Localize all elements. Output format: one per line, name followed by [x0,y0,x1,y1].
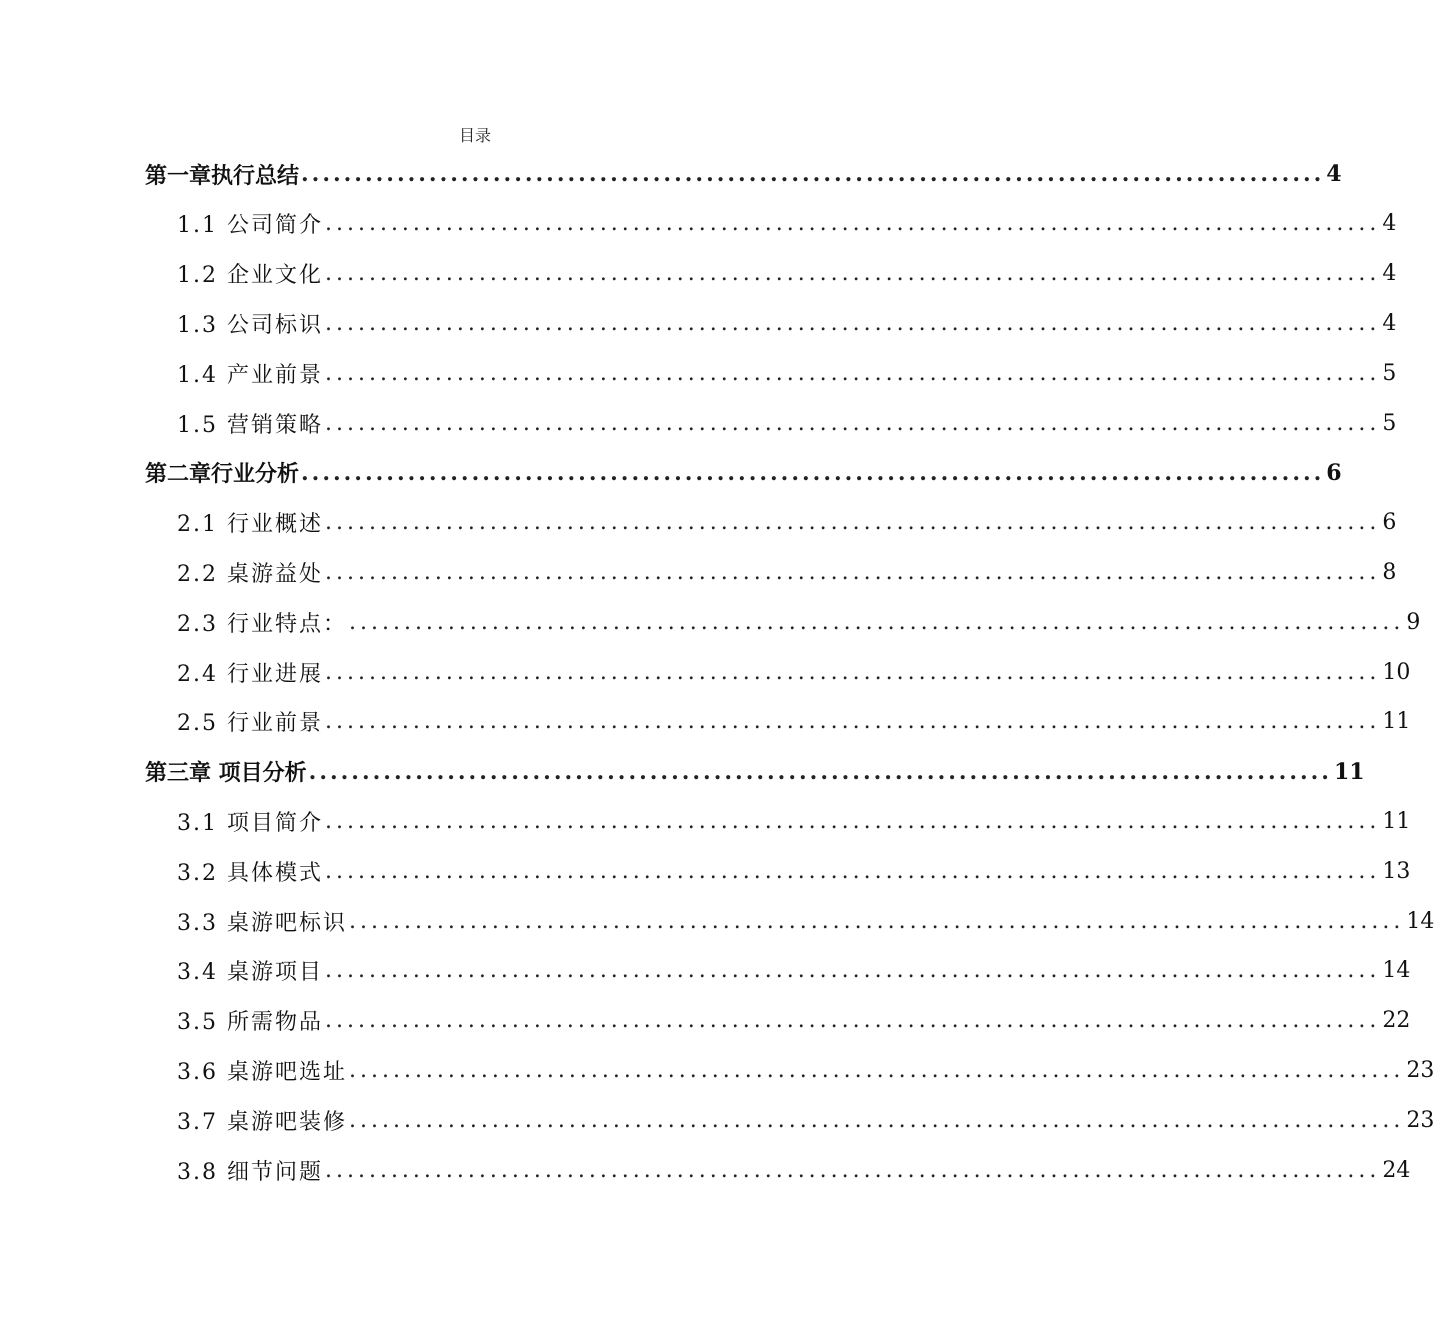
toc-section-entry[interactable] [177,1145,1411,1195]
toc-dot-leader: ................................................................................................ [324,410,1381,436]
toc-page-number: 4 [1382,211,1397,237]
toc-page-number: 6 [1382,510,1397,536]
toc-dot-leader: ................................................................................................ [324,1157,1381,1183]
toc-entry-label: 第二章行业分析 [145,461,300,488]
toc-entry-label: 3.8 细节问题 [177,1159,323,1185]
toc-dot-leader: ................................................................................................ [324,958,1381,984]
toc-entry-label: 第三章 项目分析 [145,760,307,787]
toc-chapter-entry[interactable] [145,149,1342,199]
toc-section-entry[interactable] [177,896,1434,946]
toc-section-entry[interactable] [177,298,1397,348]
toc-page-number: 13 [1382,858,1411,884]
toc-section-entry[interactable] [177,498,1397,548]
toc-section-entry[interactable] [177,547,1397,597]
toc-dot-leader: ................................................................................................ [324,559,1381,585]
toc-entry-label: 1.4 产业前景 [177,362,323,388]
toc-page-number: 23 [1406,1107,1434,1133]
toc-entry-label: 3.7 桌游吧装修 [177,1109,347,1135]
toc-dot-leader: ................................................................................................ [324,659,1381,685]
toc-entry-label: 2.3 行业特点： [177,611,347,637]
toc-chapter-entry[interactable] [145,747,1365,797]
toc-dot-leader: ................................................................................................ [308,758,1332,785]
toc-entry-label: 3.5 所需物品 [177,1010,323,1036]
toc-entry-label: 3.1 项目简介 [177,810,323,836]
toc-page-number: 14 [1382,958,1411,984]
toc-page-number: 22 [1382,1008,1411,1034]
toc-chapter-entry[interactable] [145,448,1342,498]
toc-section-entry[interactable] [177,398,1397,448]
toc-page-number: 23 [1406,1057,1434,1083]
toc-page-number: 8 [1382,559,1397,585]
toc-dot-leader: ................................................................................................ [324,510,1381,536]
toc-dot-leader: ................................................................................................ [348,1057,1405,1083]
toc-section-entry[interactable] [177,597,1421,647]
toc-dot-leader: ................................................................................................ [301,459,1325,486]
toc-entry-label: 3.2 具体模式 [177,860,323,886]
toc-page-number: 14 [1406,908,1434,934]
toc-page-number: 9 [1406,609,1421,635]
toc-page-number: 11 [1382,808,1411,834]
toc-entry-label: 1.1 公司简介 [177,213,323,239]
toc-page-number: 11 [1333,758,1365,785]
toc-page-number: 24 [1382,1157,1411,1183]
toc-entry-label: 3.3 桌游吧标识 [177,910,347,936]
toc-entry-label: 1.5 营销策略 [177,412,323,438]
toc-page-number: 11 [1382,709,1411,735]
toc-entry-label: 3.4 桌游项目 [177,960,323,986]
toc-entry-label: 2.1 行业概述 [177,512,323,538]
toc-dot-leader: ................................................................................................ [324,808,1381,834]
toc-dot-leader: ................................................................................................ [324,310,1381,336]
toc-section-entry[interactable] [177,1095,1434,1145]
toc-section-entry[interactable] [177,199,1397,249]
toc-entry-label: 2.2 桌游益处 [177,561,323,587]
toc-section-entry[interactable] [177,996,1411,1046]
toc-page-number: 5 [1382,410,1397,436]
toc-dot-leader: ................................................................................................ [348,1107,1405,1133]
toc-section-entry[interactable] [177,348,1397,398]
toc-entry-label: 2.5 行业前景 [177,711,323,737]
toc-dot-leader: ................................................................................................ [324,261,1381,287]
toc-dot-leader: ................................................................................................ [301,161,1325,187]
toc-dot-leader: ................................................................................................ [324,709,1381,735]
toc-entry-label: 1.3 公司标识 [177,312,323,338]
toc-dot-leader: ................................................................................................ [324,858,1381,884]
toc-page-number: 4 [1382,310,1397,336]
toc-entry-label: 2.4 行业进展 [177,661,323,687]
toc-page-number: 10 [1382,659,1411,685]
toc-dot-leader: ................................................................................................ [324,211,1381,237]
toc-dot-leader: ................................................................................................ [324,360,1381,386]
page-title: 目录 [458,126,491,145]
toc-page-number: 4 [1382,261,1397,287]
toc-section-entry[interactable] [177,249,1397,299]
toc-page-number: 6 [1326,459,1342,486]
toc-dot-leader: ................................................................................................ [324,1008,1381,1034]
toc-section-entry[interactable] [177,647,1411,697]
toc-page-number: 5 [1382,360,1397,386]
toc-entry-label: 1.2 企业文化 [177,263,323,289]
toc-page-number: 4 [1326,161,1342,187]
toc-dot-leader: ................................................................................................ [348,908,1405,934]
toc-entry-label: 3.6 桌游吧选址 [177,1059,347,1085]
toc-section-entry[interactable] [177,796,1411,846]
toc-section-entry[interactable] [177,1045,1434,1095]
toc-section-entry[interactable] [177,946,1411,996]
toc-section-entry[interactable] [177,846,1411,896]
toc-section-entry[interactable] [177,697,1411,747]
toc-dot-leader: ................................................................................................ [348,609,1405,635]
toc-entry-label: 第一章执行总结 [145,162,300,189]
